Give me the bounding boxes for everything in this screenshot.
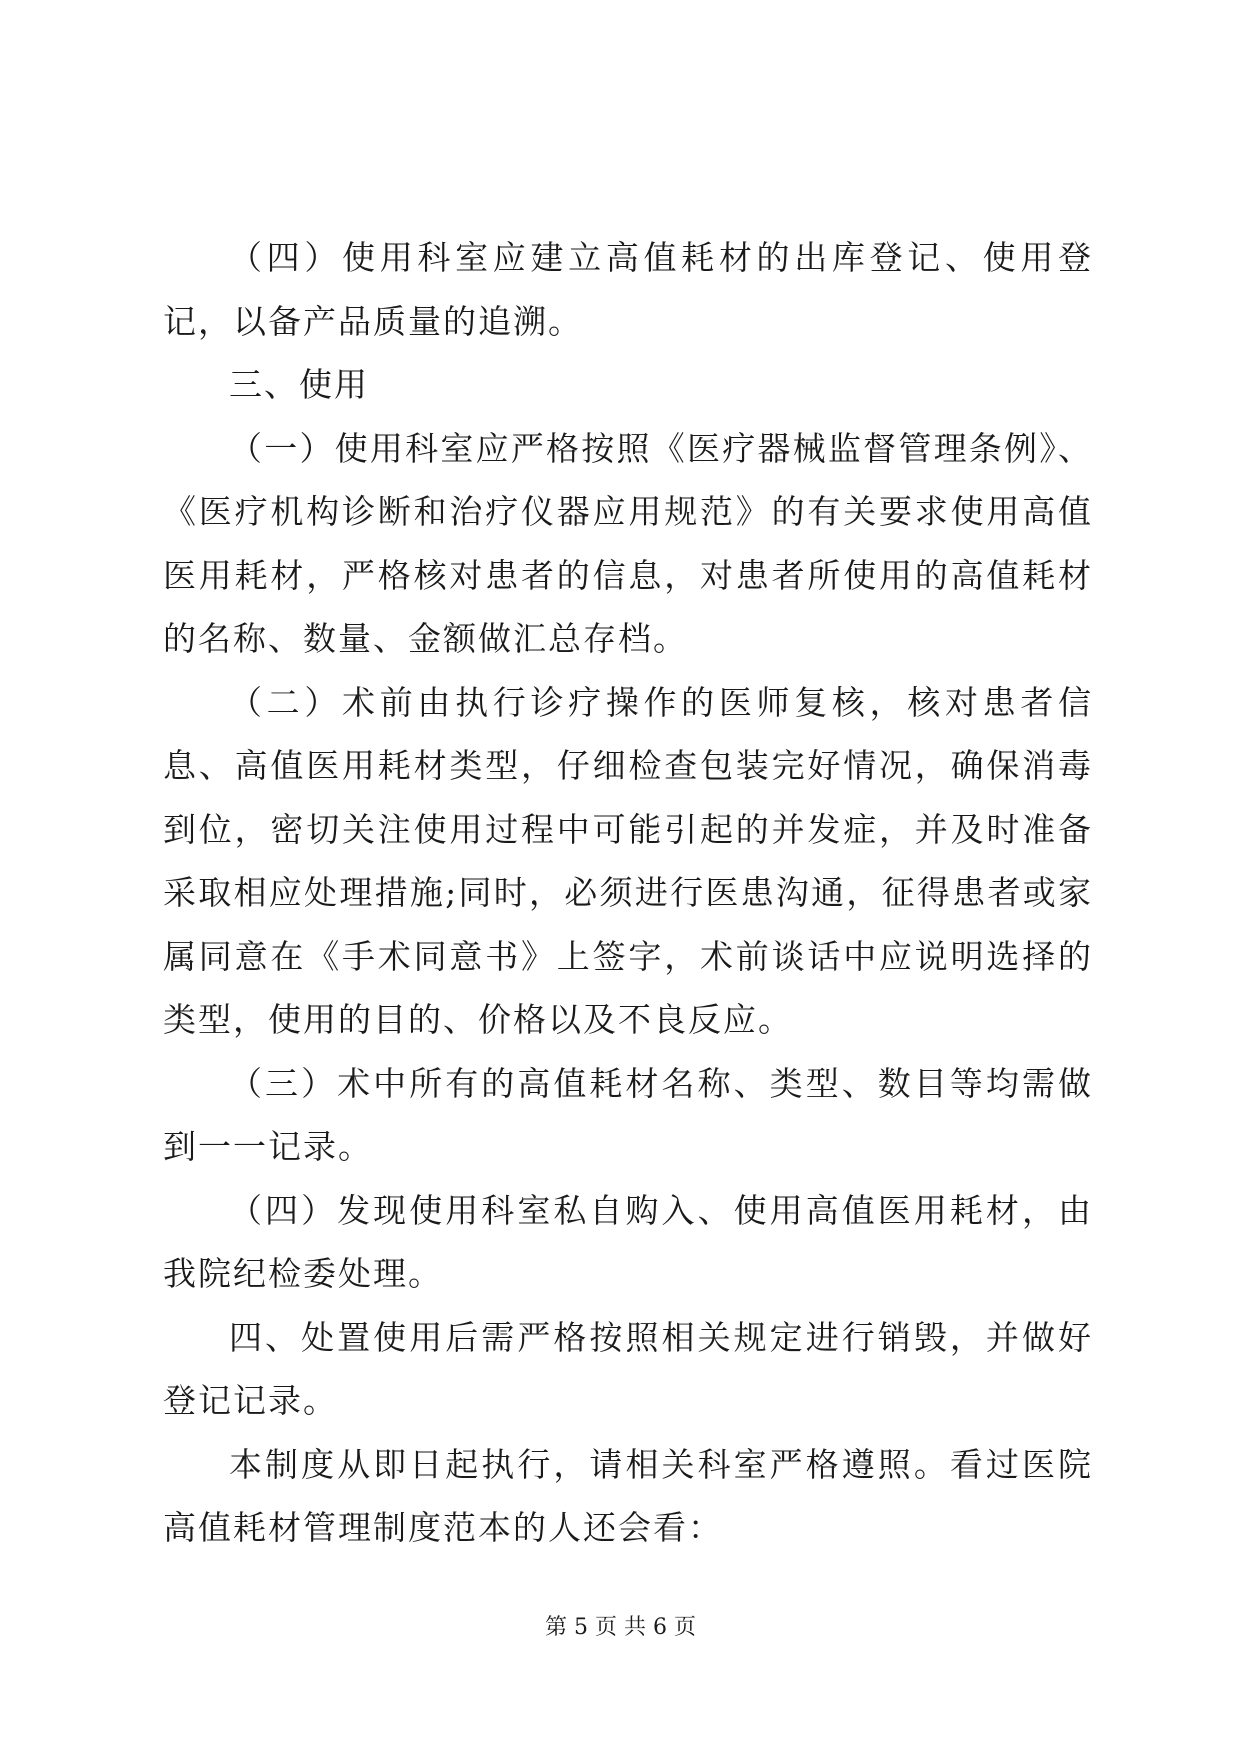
document-body bbox=[163, 226, 1093, 1560]
paragraph-effective: 本制度从即日起执行，请相关科室严格遵照。看过医院高值耗材管理制度范本的人还会看： bbox=[163, 1444, 1093, 1547]
section-heading-disposal: 四、处置使用后需严格按照相关规定进行销毁，并做好登记记录。 bbox=[163, 1317, 1093, 1420]
section-heading-use: 三、使用 bbox=[229, 365, 369, 404]
paragraph-4-registration: （四）使用科室应建立高值耗材的出库登记、使用登记，以备产品质量的追溯。 bbox=[163, 238, 1093, 341]
page-number-footer: 第 5 页 共 6 页 bbox=[545, 1615, 696, 1640]
paragraph-2-preoperative: （二）术前由执行诊疗操作的医师复核，核对患者信息、高值医用耗材类型，仔细检查包装完好情况，确保消毒到位，密切关注使用过程中可能引起的并发症，并及时准备采取相应处理措施;同时，必须进行医患沟通，征得患者或家属同意在《手术同意书》上签字，术前谈话中应说明选择的类型，使用的目的、价格以及不良反应。 bbox=[163, 682, 1093, 1039]
paragraph-4-violation: （四）发现使用科室私自购入、使用高值医用耗材，由我院纪检委处理。 bbox=[163, 1190, 1093, 1293]
paragraph-1-regulations: （一）使用科室应严格按照《医疗器械监督管理条例》、《医疗机构诊断和治疗仪器应用规范》的有关要求使用高值医用耗材，严格核对患者的信息，对患者所使用的高值耗材的名称、数量、金额做汇总存档。 bbox=[163, 428, 1093, 658]
paragraph-3-intraoperative: （三）术中所有的高值耗材名称、类型、数目等均需做到一一记录。 bbox=[163, 1063, 1093, 1166]
